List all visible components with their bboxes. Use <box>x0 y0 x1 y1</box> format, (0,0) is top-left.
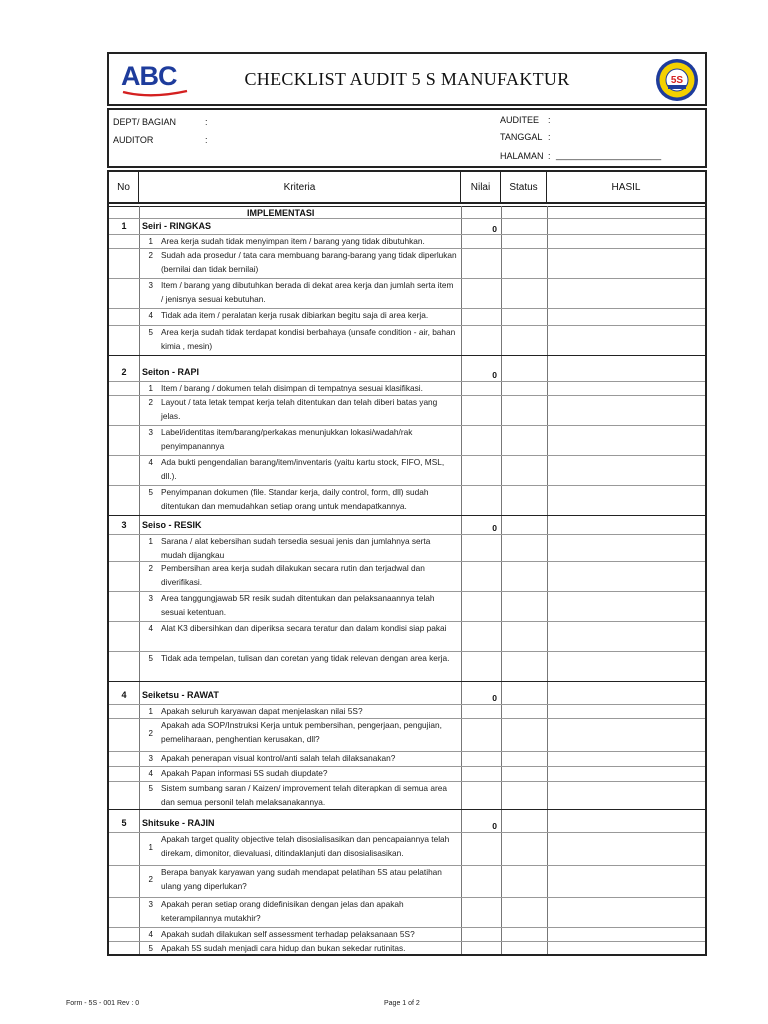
criteria-text: Item / barang yang dibutuhkan berada di dekat area kerja dan jumlah serta item / jenisnya sesuai kebutuhan. <box>161 280 454 304</box>
criteria-text: Tidak ada tempelan, tulisan dan coretan yang tidak relevan dengan area kerja. <box>161 653 450 663</box>
criteria-text: Penyimpanan dokumen (file. Standar kerja, daily control, form, dll) sudah ditentukan dan memudahkan setiap orang untuk mendapatkannya. <box>161 487 429 511</box>
section-score: 0 <box>492 693 497 703</box>
criteria-text: Area tanggungjawab 5R resik sudah ditentukan dan pelaksanaannya telah sesuai ketentuan. <box>161 593 435 617</box>
criteria-text: Apakah 5S sudah menjadi cara hidup dan bukan sekedar rutinitas. <box>161 943 406 953</box>
tanggal-label: TANGGAL <box>500 132 543 142</box>
section-number: 2 <box>121 367 127 377</box>
item-number: 3 <box>148 594 153 603</box>
item-number: 5 <box>148 654 153 663</box>
item-number: 2 <box>148 251 153 260</box>
section-score: 0 <box>492 224 497 234</box>
item-number: 5 <box>148 488 153 497</box>
page-title: CHECKLIST AUDIT 5 S MANUFAKTUR <box>244 69 570 89</box>
criteria-text: Apakah peran setiap orang didefinisikan dengan jelas dan apakah keterampilannya mutakhir? <box>161 899 404 923</box>
item-rule <box>109 809 705 810</box>
item-number: 4 <box>148 769 153 778</box>
item-number: 5 <box>148 328 153 337</box>
item-number: 1 <box>148 843 153 852</box>
badge-text: 5S <box>670 75 684 86</box>
criteria-text: Sudah ada prosedur / tata cara membuang barang-barang yang tidak diperlukan (bernilai dan tidak bernilai) <box>161 250 457 274</box>
item-number: 5 <box>148 944 153 953</box>
section-title: Seiso - RESIK <box>142 520 202 530</box>
header-hasil: HASIL <box>611 181 641 193</box>
halaman-colon: : <box>548 151 551 161</box>
section-title: Shitsuke - RAJIN <box>142 818 215 828</box>
item-number: 3 <box>148 754 153 763</box>
item-number: 3 <box>148 900 153 909</box>
item-number: 1 <box>148 537 153 546</box>
item-number: 4 <box>148 930 153 939</box>
item-number: 5 <box>148 784 153 793</box>
section-number: 3 <box>121 520 127 530</box>
criteria-text: Pembersihan area kerja sudah dilakukan secara rutin dan terjadwal dan diverifikasi. <box>161 563 425 587</box>
col-rule-kriteria <box>461 206 462 954</box>
section-number: 5 <box>121 818 127 828</box>
dept-row <box>113 117 176 127</box>
col-rule-status <box>547 206 548 954</box>
logo-swoosh-icon <box>121 89 191 98</box>
form-code: Form - 5S - 001 Rev : 0 <box>66 1000 140 1007</box>
section-score: 0 <box>492 821 497 831</box>
group-title: IMPLEMENTASI <box>247 208 315 218</box>
item-number: 2 <box>148 729 153 738</box>
auditee-colon: : <box>548 115 551 125</box>
header-nilai: Nilai <box>461 172 501 202</box>
item-number: 1 <box>148 237 153 246</box>
item-number: 3 <box>148 428 153 437</box>
item-number: 2 <box>148 564 153 573</box>
criteria-text: Layout / tata letak tempat kerja telah ditentukan dan telah diberi batas yang jelas. <box>161 397 438 421</box>
auditor-row <box>113 135 153 145</box>
auditee-label: AUDITEE <box>500 115 540 125</box>
item-number: 3 <box>148 281 153 290</box>
criteria-text: Label/identitas item/barang/perkakas menunjukkan lokasi/wadah/rak penyimpanannya <box>161 427 413 451</box>
item-number: 2 <box>148 398 153 407</box>
audit-info <box>107 108 707 168</box>
tanggal-colon: : <box>548 132 551 142</box>
section-score: 0 <box>492 370 497 380</box>
halaman-label: HALAMAN <box>500 151 544 161</box>
item-number: 1 <box>148 707 153 716</box>
header-no: No <box>109 172 139 202</box>
criteria-text: Area kerja sudah tidak terdapat kondisi berbahaya (unsafe condition - air, bahan kimia , mesin) <box>161 327 456 351</box>
criteria-text: Berapa banyak karyawan yang sudah mendapat pelatihan 5S atau pelatihan ulang yang diperlukan? <box>161 867 442 891</box>
criteria-text: Apakah ada SOP/Instruksi Kerja untuk pembersihan, pengerjaan, pengujian, pemeliharaan, penghentian kerusakan, dll? <box>161 720 442 744</box>
criteria-text: Alat K3 dibersihkan dan diperiksa secara teratur dan dalam kondisi siap pakai <box>161 623 447 633</box>
criteria-text: Ada bukti pengendalian barang/item/inventaris (yaitu kartu stock, FIFO, MSL, dll.). <box>161 457 445 481</box>
group-rule <box>109 218 705 219</box>
halaman-line: _____________________ <box>556 150 662 160</box>
5s-badge-icon <box>655 58 699 102</box>
dept-label: DEPT/ BAGIAN <box>113 117 177 127</box>
item-rule <box>109 515 705 516</box>
section-number: 1 <box>121 221 127 231</box>
criteria-text: Apakah seluruh karyawan dapat menjelaskan nilai 5S? <box>161 706 363 716</box>
section-number: 4 <box>121 690 127 700</box>
col-rule-no <box>139 206 140 954</box>
document-header <box>107 52 707 106</box>
item-number: 2 <box>148 875 153 884</box>
section-title: Seiketsu - RAWAT <box>142 690 219 700</box>
item-number: 4 <box>148 624 153 633</box>
item-rule <box>109 355 705 356</box>
item-number: 1 <box>148 384 153 393</box>
section-score: 0 <box>492 523 497 533</box>
criteria-text: Sistem sumbang saran / Kaizen/ improvement telah diterapkan di semua area dan semua personil telah melaksanakannya. <box>161 783 447 807</box>
header-status: Status <box>501 172 547 202</box>
criteria-text: Item / barang / dokumen telah disimpan di tempatnya sesuai klasifikasi. <box>161 383 423 393</box>
section-title: Seiton - RAPI <box>142 367 200 377</box>
auditor-colon: : <box>205 135 208 145</box>
dept-colon: : <box>205 117 208 127</box>
criteria-text: Area kerja sudah tidak menyimpan item / barang yang tidak dibutuhkan. <box>161 236 425 246</box>
criteria-text: Apakah Papan informasi 5S sudah diupdate? <box>161 768 328 778</box>
item-rule <box>109 681 705 682</box>
criteria-text: Sarana / alat kebersihan sudah tersedia sesuai jenis dan jumlahnya serta mudah dijangkau <box>161 536 431 560</box>
item-number: 4 <box>148 458 153 467</box>
header-rule-inner <box>109 206 705 207</box>
page-number: Page 1 of 2 <box>384 1000 420 1007</box>
criteria-text: Apakah sudah dilakukan self assessment terhadap pelaksanaan 5S? <box>161 929 415 939</box>
auditor-label: AUDITOR <box>113 135 154 145</box>
logo-text: ABC <box>121 61 177 91</box>
section-title: Seiri - RINGKAS <box>142 221 212 231</box>
criteria-text: Tidak ada item / peralatan kerja rusak dibiarkan begitu saja di area kerja. <box>161 310 429 320</box>
col-rule-nilai <box>501 206 502 954</box>
item-number: 4 <box>148 311 153 320</box>
checklist-table <box>107 170 707 956</box>
header-rule <box>109 202 705 204</box>
criteria-text: Apakah target quality objective telah disosialisasikan dan pencapaiannya telah direkam, dimonitor, dievaluasi, ditindaklanjuti dan disosialisasikan. <box>161 834 450 858</box>
header-kriteria: Kriteria <box>139 172 461 202</box>
criteria-text: Apakah penerapan visual kontrol/anti salah telah dilaksanakan? <box>161 753 396 763</box>
